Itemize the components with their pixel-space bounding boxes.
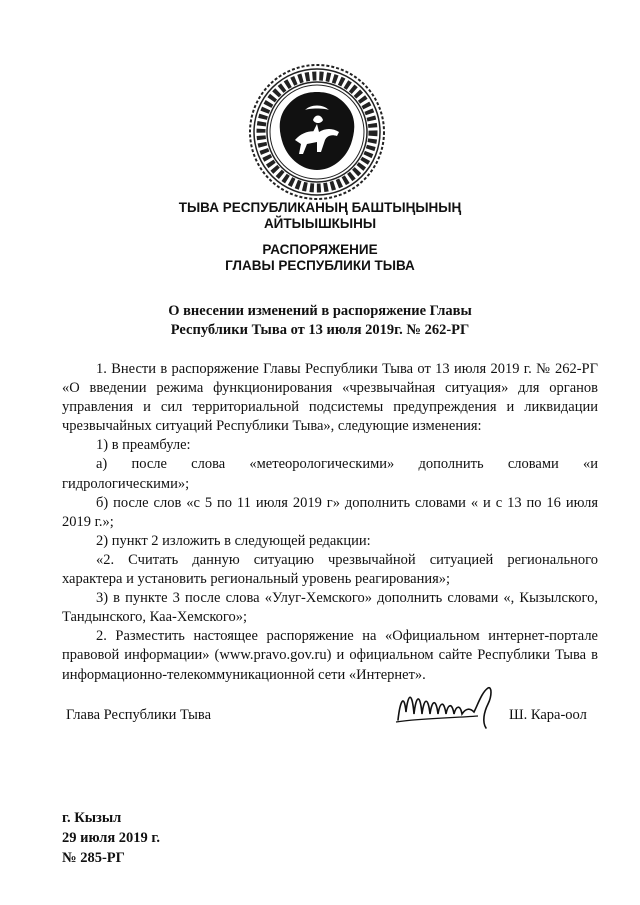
paragraph-point2: 2) пункт 2 изложить в следующей редакции: (96, 532, 371, 549)
header-order (0, 242, 640, 274)
footer-number: № 285-РГ (62, 850, 125, 866)
paragraph-2: 2. Разместить настоящее распоряжение на «Официальном интернет-портале правовой информации» (www.pravo.gov.ru) и официальном сайте Республики Тыва в информационно-телекоммуникационной сети «Интернет». (62, 628, 598, 683)
header-order-line2: ГЛАВЫ РЕСПУБЛИКИ ТЫВА (225, 258, 415, 273)
paragraph-1: 1. Внести в распоряжение Главы Республики Тыва от 13 июля 2019 г. № 262-РГ «О введении режима функционирования «чрезвычайная ситуация» для органов управления и сил территориальной подсистемы предупреждения и ликвидации чрезвычайных ситуаций Республики Тыва», следующие изменения: (62, 361, 598, 435)
paragraph-b: б) после слов «с 5 по 11 июля 2019 г» дополнить словами « и с 13 по 16 июля 2019 г.»; (62, 494, 598, 530)
title-line1: О внесении изменений в распоряжение Главы (168, 303, 472, 319)
document-title (0, 302, 640, 340)
emblem-icon (247, 62, 387, 202)
title-line2: Республики Тыва от 13 июля 2019г. № 262-РГ (170, 322, 470, 338)
header-tyva-line1: ТЫВА РЕСПУБЛИКАНЫҢ БАШТЫҢЫНЫҢ (178, 200, 462, 215)
header-tyva (0, 200, 640, 232)
signatory-name: Ш. Кара-оол (509, 707, 587, 723)
document-body (62, 360, 598, 685)
footer-date: 29 июля 2019 г. (62, 830, 161, 846)
signatory-position: Глава Республики Тыва (66, 707, 212, 723)
paragraph-point3: 3) в пункте 3 после слова «Улуг-Хемского» дополнить словами «, Кызылского, Тандынского, Каа-Хемского»; (62, 590, 598, 626)
paragraph-a: а) после слова «метеорологическими» дополнить словами «и гидрологическими»; (62, 456, 598, 492)
paragraph-quote: «2. Считать данную ситуацию чрезвычайной ситуацией регионального характера и установить региональный уровень реагирования»; (62, 551, 598, 588)
paragraph-preamble: 1) в преамбуле: (96, 437, 191, 454)
signature-image (392, 682, 502, 732)
header-tyva-line2: АЙТЫЫШКЫНЫ (263, 216, 377, 231)
footer-city: г. Кызыл (62, 810, 122, 826)
document-footer (62, 808, 160, 868)
header-order-line1: РАСПОРЯЖЕНИЕ (262, 242, 378, 257)
